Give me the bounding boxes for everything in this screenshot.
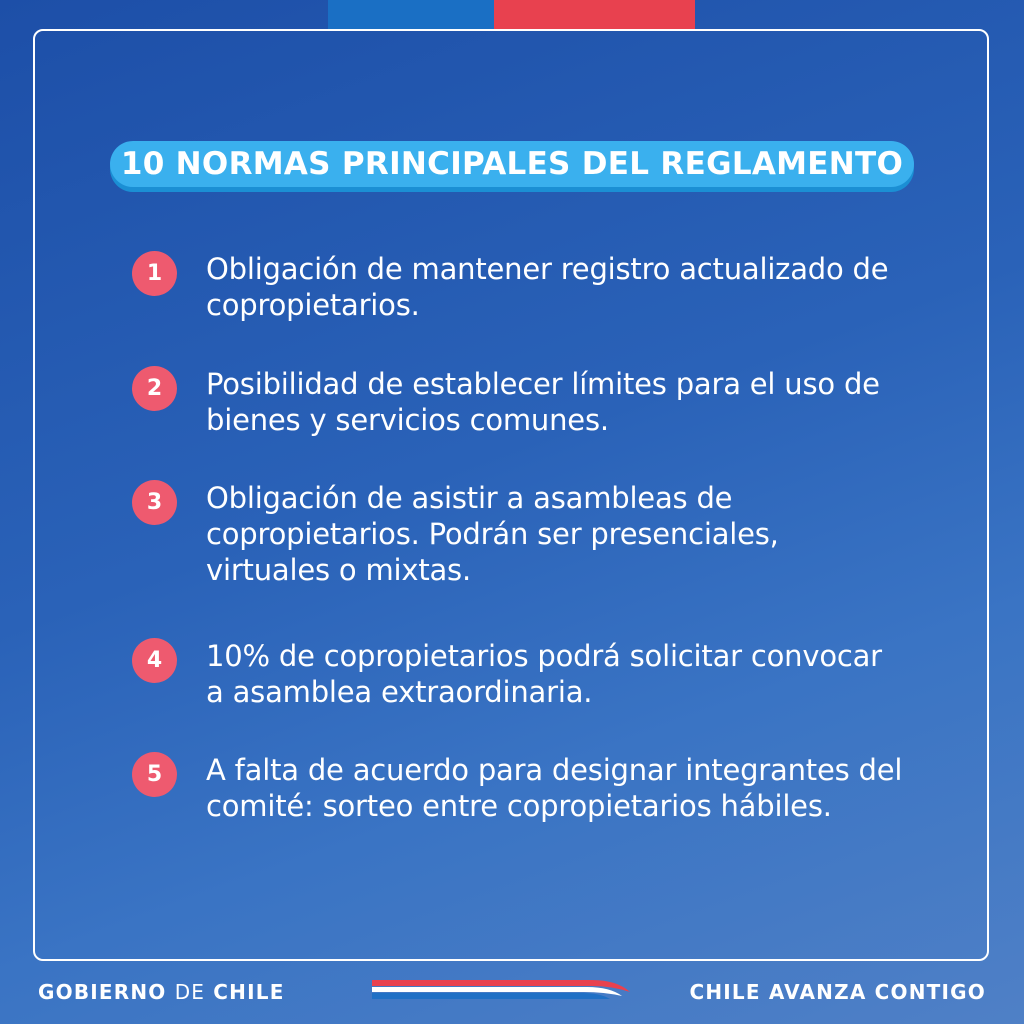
- brand-word-de: DE: [174, 980, 206, 1004]
- item-text: Posibilidad de establecer límites para el uso de bienes y servicios comunes.: [206, 367, 880, 437]
- page-title: 10 NORMAS PRINCIPALES DEL REGLAMENTO: [120, 146, 904, 182]
- item-number-badge: 2: [132, 366, 177, 411]
- flag-swoosh-icon: [372, 974, 634, 1000]
- top-accent-blue: [328, 0, 494, 30]
- item-text: Obligación de mantener registro actualizado de copropietarios.: [206, 252, 889, 322]
- item-text: Obligación de asistir a asambleas de copropietarios. Podrán ser presenciales, virtuales o mixtas.: [206, 481, 779, 587]
- title-banner: [110, 141, 914, 187]
- item-text: 10% de copropietarios podrá solicitar convocar a asamblea extraordinaria.: [206, 639, 882, 709]
- government-brand: [38, 980, 285, 1004]
- brand-word-chile: CHILE: [213, 980, 285, 1004]
- item-number-badge: 5: [132, 752, 177, 797]
- item-text: A falta de acuerdo para designar integrantes del comité: sorteo entre copropietarios hábiles.: [206, 753, 903, 823]
- brand-word-gobierno: GOBIERNO: [38, 980, 167, 1004]
- item-number-badge: 1: [132, 251, 177, 296]
- item-number-badge: 3: [132, 480, 177, 525]
- item-number-badge: 4: [132, 638, 177, 683]
- slogan: CHILE AVANZA CONTIGO: [689, 980, 986, 1004]
- top-accent-red: [494, 0, 695, 30]
